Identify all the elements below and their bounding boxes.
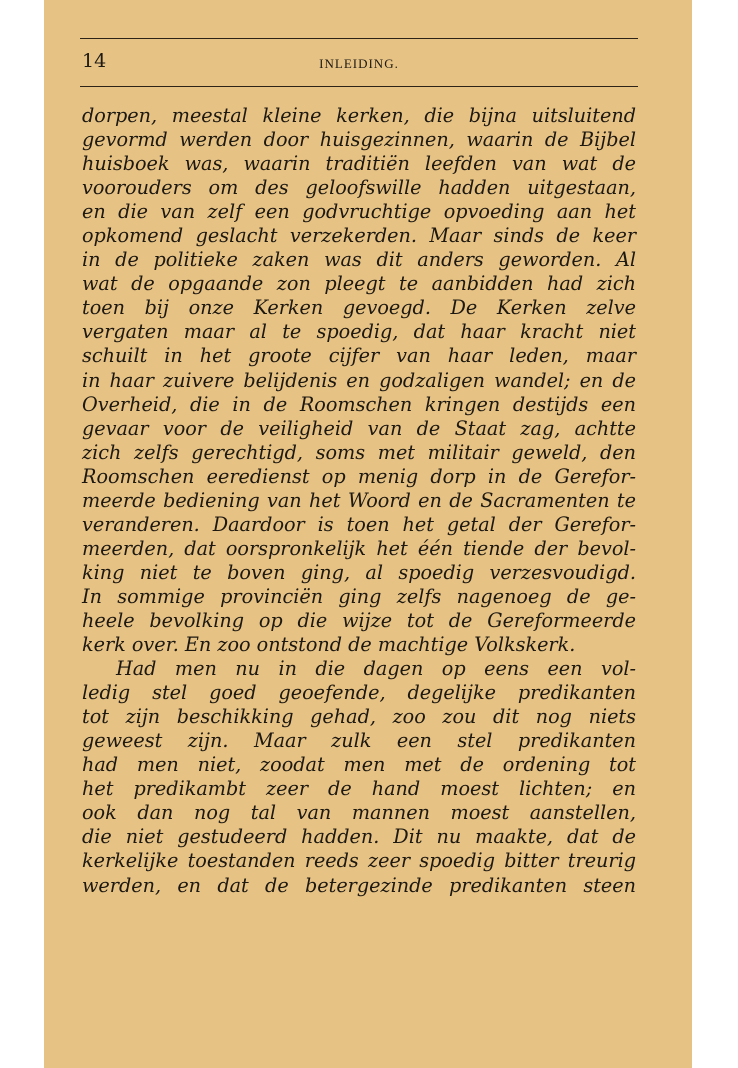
header-top-rule xyxy=(80,38,638,39)
text-line: en die van zelf een godvruchtige opvoeding aan het xyxy=(82,200,636,224)
text-line: kerk over. En zoo ontstond de machtige Volkskerk. xyxy=(82,633,576,657)
text-line: king niet te boven ging, al spoedig verzesvoudigd. xyxy=(82,560,636,584)
text-line: in de politieke zaken was dit anders geworden. Al xyxy=(82,248,636,272)
text-line: tot zijn beschikking gehad, zoo zou dit nog niets xyxy=(82,705,636,729)
text-line: ledig stel goed geoefende, degelijke predikanten xyxy=(82,681,636,705)
text-line: in haar zuivere belijdenis en godzaligen wandel; en de xyxy=(82,368,636,392)
text-line: opkomend geslacht verzekerden. Maar sinds de keer xyxy=(82,224,636,248)
text-line: meerden, dat oorspronkelijk het één tiende der bevol- xyxy=(82,536,636,560)
text-line: voorouders om des geloofswille hadden uitgestaan, xyxy=(82,176,636,200)
book-page xyxy=(44,0,692,1068)
text-line: In sommige provinciën ging zelfs nagenoeg de ge- xyxy=(82,584,636,608)
header-bottom-rule xyxy=(80,86,638,87)
text-line: wat de opgaande zon pleegt te aanbidden had zich xyxy=(82,272,636,296)
text-line: gevaar voor de veiligheid van de Staat zag, achtte xyxy=(82,416,636,440)
body-text xyxy=(82,104,636,898)
text-line: gevormd werden door huisgezinnen, waarin de Bijbel xyxy=(82,128,636,152)
running-head: INLEIDING. xyxy=(319,56,399,71)
text-line: vergaten maar al te spoedig, dat haar kracht niet xyxy=(82,320,636,344)
text-line: Had men nu in die dagen op eens een vol- xyxy=(116,657,636,681)
text-line: had men niet, zoodat men met de ordening tot xyxy=(82,753,636,777)
text-line: heele bevolking op die wijze tot de Gereformeerde xyxy=(82,608,636,632)
text-line: het predikambt zeer de hand moest lichten; en xyxy=(82,777,636,801)
text-line: werden, en dat de betergezinde predikanten steen xyxy=(82,873,636,897)
text-line: die niet gestudeerd hadden. Dit nu maakte, dat de xyxy=(82,825,636,849)
text-line: meerde bediening van het Woord en de Sacramenten te xyxy=(82,488,636,512)
text-line: geweest zijn. Maar zulk een stel predikanten xyxy=(82,729,636,753)
text-line: schuilt in het groote cijfer van haar leden, maar xyxy=(82,344,636,368)
text-line: dorpen, meestal kleine kerken, die bijna uitsluitend xyxy=(82,104,636,127)
text-line: veranderen. Daardoor is toen het getal der Gerefor- xyxy=(82,512,636,536)
text-line: zich zelfs gerechtigd, soms met militair geweld, den xyxy=(82,440,636,464)
text-line: huisboek was, waarin traditiën leefden van wat de xyxy=(82,152,636,176)
text-line: ook dan nog tal van mannen moest aanstellen, xyxy=(82,801,636,825)
page-number: 14 xyxy=(82,50,107,72)
text-line: kerkelijke toestanden reeds zeer spoedig bitter treurig xyxy=(82,849,636,873)
text-line: toen bij onze Kerken gevoegd. De Kerken zelve xyxy=(82,296,636,320)
text-line: Overheid, die in de Roomschen kringen destijds een xyxy=(82,392,636,416)
text-line: Roomschen eeredienst op menig dorp in de Gerefor- xyxy=(82,464,636,488)
